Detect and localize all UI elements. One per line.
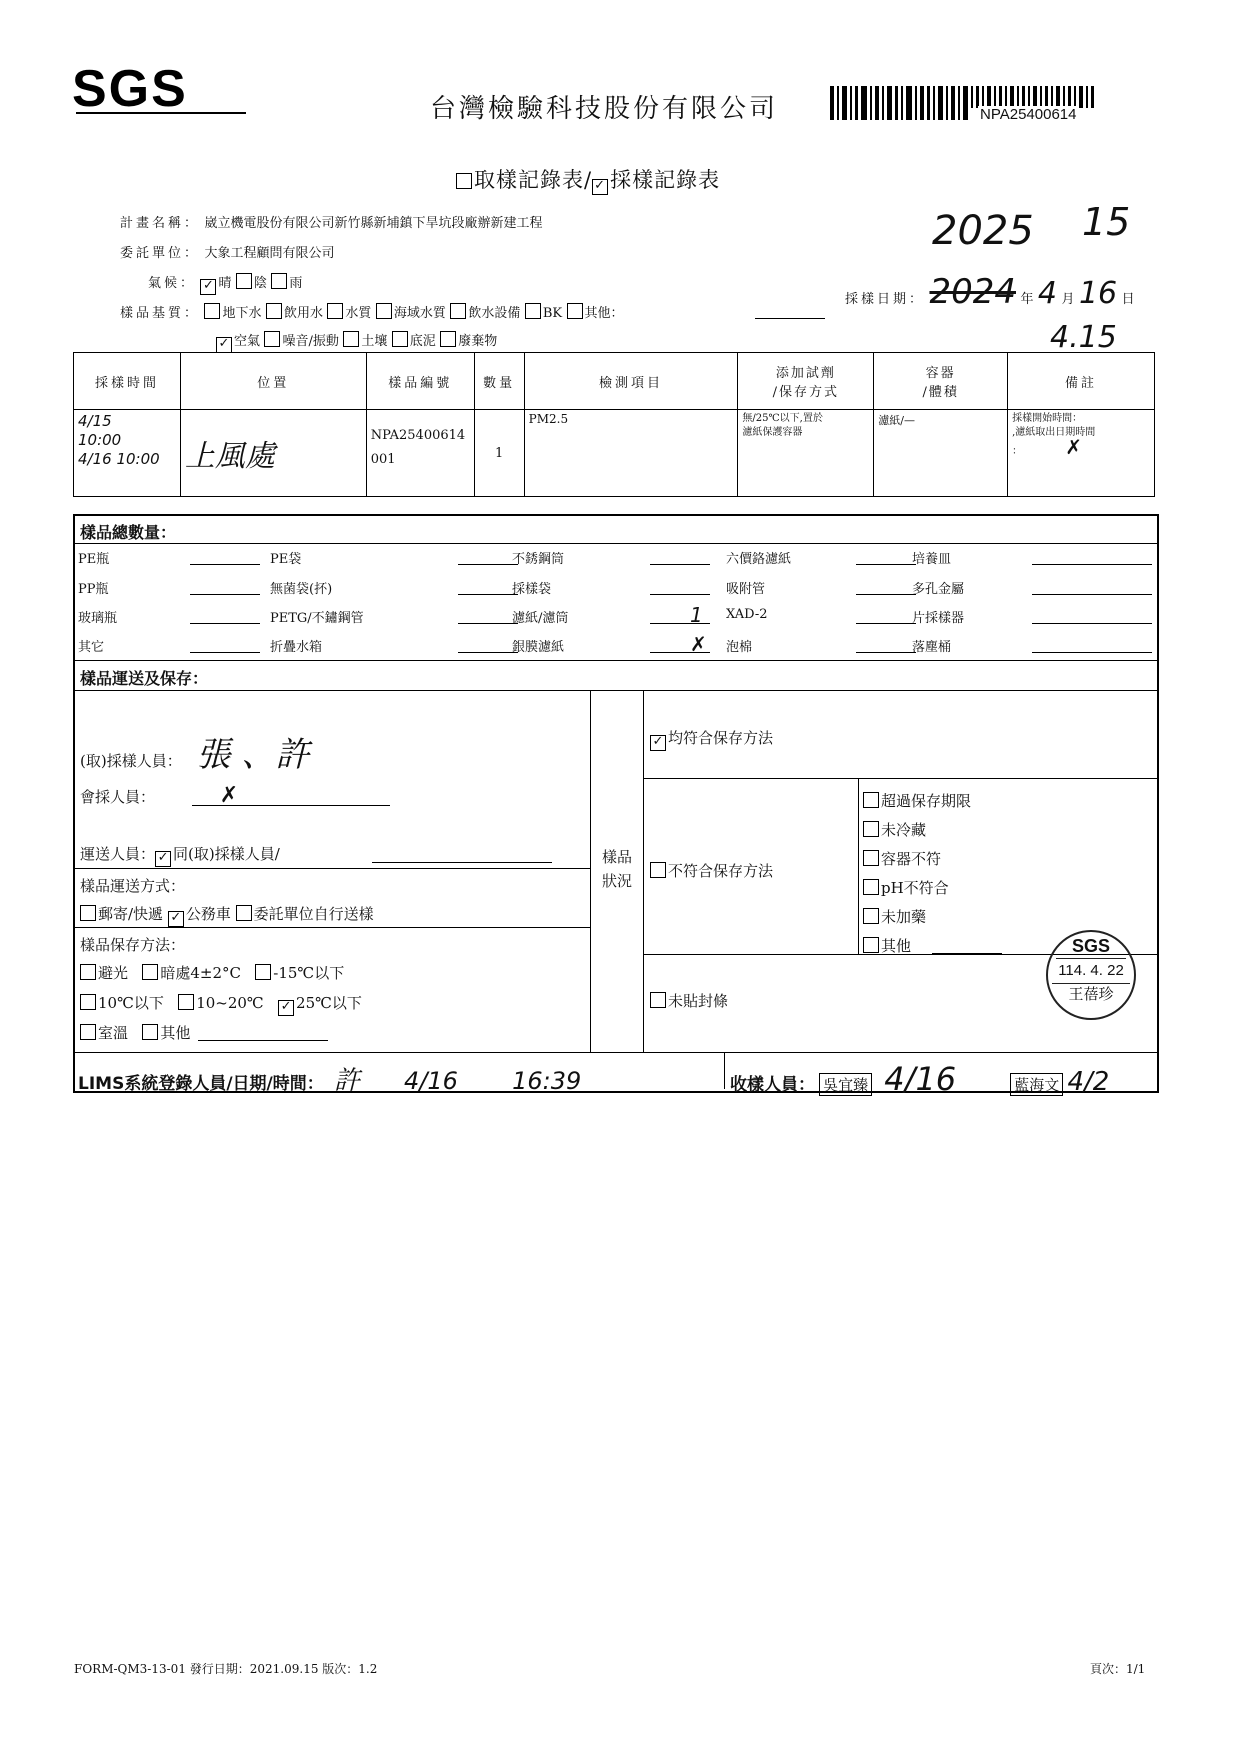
transport-title: 樣品運送及保存： bbox=[80, 669, 209, 688]
checkbox-drinking-water[interactable] bbox=[266, 303, 282, 319]
totals-item-line bbox=[1032, 652, 1152, 653]
date-year-printed: 2024 bbox=[929, 272, 1016, 312]
client-value: 大象工程顧問有限公司 bbox=[204, 246, 335, 261]
matrix-row1 bbox=[120, 302, 624, 321]
storage-avoid-light: 避光 bbox=[98, 964, 129, 982]
date-note-top: 15 bbox=[1082, 200, 1131, 244]
cell-qty: 1 bbox=[474, 410, 524, 497]
matrix-noise: 噪音/振動 bbox=[282, 334, 339, 349]
lims-row bbox=[78, 1060, 581, 1097]
reason-no-reagent bbox=[863, 903, 1033, 932]
date-note-bottom: 4.15 bbox=[1050, 320, 1117, 355]
checkbox-noise[interactable] bbox=[264, 331, 280, 347]
matrix-drinking-water: 飲用水 bbox=[283, 306, 323, 321]
form-title-option2: 採樣記錄表 bbox=[610, 168, 721, 192]
checkbox-10-20[interactable] bbox=[178, 994, 194, 1010]
header-sample-id: 樣品編號 bbox=[366, 353, 474, 410]
totals-item-label: 銀膜濾紙 bbox=[512, 640, 565, 655]
matrix-sea-water: 海域水質 bbox=[393, 306, 446, 321]
form-title-option1: 取樣記錄表/ bbox=[474, 168, 593, 192]
date-year-written: 2025 bbox=[932, 208, 1034, 254]
checkbox-client-delivery[interactable] bbox=[236, 905, 252, 921]
totals-item-line bbox=[190, 652, 260, 653]
reason-container-label: 容器不符 bbox=[881, 850, 942, 868]
totals-item-label: 落塵桶 bbox=[912, 640, 952, 655]
received-stamp bbox=[1046, 930, 1136, 1020]
matrix-water-equipment: 飲水設備 bbox=[468, 306, 521, 321]
totals-item-label: 玻璃瓶 bbox=[78, 611, 118, 626]
checkbox-matrix-other[interactable] bbox=[567, 303, 583, 319]
status-label: 樣品狀況 bbox=[601, 848, 632, 890]
cell-container: 濾紙/— bbox=[874, 410, 1008, 497]
reason-ph bbox=[863, 874, 1033, 903]
checkbox-storage-other[interactable] bbox=[142, 1024, 158, 1040]
date-unit-month: 月 bbox=[1061, 292, 1075, 307]
transport-title-line bbox=[73, 690, 1157, 691]
checkbox-bk[interactable] bbox=[525, 303, 541, 319]
checkbox-room-temp[interactable] bbox=[80, 1024, 96, 1040]
stamp-date: 114. 4. 22 bbox=[1052, 959, 1130, 984]
checkbox-water-equipment[interactable] bbox=[450, 303, 466, 319]
storage-other: 其他 bbox=[160, 1024, 191, 1042]
ok-row bbox=[650, 727, 773, 751]
matrix-label: 樣品基質： bbox=[120, 306, 201, 321]
totals-item-label: PE瓶 bbox=[78, 552, 110, 567]
totals-item-label: 泡棉 bbox=[726, 640, 753, 655]
totals-item-value: 1 bbox=[690, 603, 703, 627]
storage-other-line bbox=[198, 1040, 328, 1041]
checkbox-official-car[interactable]: ✓ bbox=[168, 911, 184, 927]
weather-row bbox=[148, 272, 302, 295]
reason-other bbox=[863, 932, 1033, 961]
matrix-water-quality: 水質 bbox=[345, 306, 372, 321]
storage-row2 bbox=[80, 992, 362, 1016]
table-row bbox=[74, 410, 1155, 497]
checkbox-not-refrigerated[interactable] bbox=[863, 821, 879, 837]
sample-table bbox=[73, 352, 1155, 497]
lims-date: 4/16 bbox=[404, 1067, 458, 1095]
sampler-value: 張 、許 bbox=[196, 735, 310, 775]
co-sampler-value: ✗ bbox=[219, 783, 239, 808]
storage-minus15: -15℃以下 bbox=[273, 964, 345, 982]
weather-sunny: 晴 bbox=[218, 276, 232, 291]
checkbox-avoid-light[interactable] bbox=[80, 964, 96, 980]
checkbox-soil[interactable] bbox=[343, 331, 359, 347]
weather-label: 氣候： bbox=[148, 276, 197, 291]
checkbox-mail[interactable] bbox=[80, 905, 96, 921]
matrix-row2 bbox=[216, 330, 497, 353]
totals-item-label: 片採樣器 bbox=[912, 611, 965, 626]
method-official-car: 公務車 bbox=[185, 905, 231, 923]
totals-item-label: 培養皿 bbox=[912, 552, 952, 567]
totals-item-label: 六價鉻濾紙 bbox=[726, 552, 792, 567]
matrix-other: 其他： bbox=[584, 306, 624, 321]
lims-top-line bbox=[73, 1052, 1157, 1053]
totals-item-label: 無菌袋(抔) bbox=[270, 582, 333, 597]
seal-row bbox=[650, 990, 728, 1011]
totals-item-label: 其它 bbox=[78, 640, 105, 655]
storage-below25: 25℃以下 bbox=[296, 994, 362, 1012]
reason-container bbox=[863, 845, 1033, 874]
cell-time: 4/15 10:00 4/16 10:00 bbox=[74, 410, 181, 497]
cell-location: 上風處 bbox=[180, 410, 366, 497]
reason-not-refrigerated-label: 未冷藏 bbox=[881, 821, 927, 839]
totals-item-line bbox=[856, 594, 916, 595]
header-location: 位置 bbox=[180, 353, 366, 410]
matrix-bk: BK bbox=[542, 306, 563, 321]
date-unit-year: 年 bbox=[1020, 292, 1034, 307]
checkbox-expired[interactable] bbox=[863, 792, 879, 808]
reason-ph-label: pH不符合 bbox=[881, 879, 949, 897]
logo-underline bbox=[76, 112, 246, 114]
remark-text: 採樣開始時間： ,濾紙取出日期時間 ： bbox=[1012, 413, 1096, 457]
checkbox-air[interactable]: ✓ bbox=[216, 337, 232, 353]
reasons-divider bbox=[858, 778, 859, 954]
not-ok-row bbox=[650, 860, 773, 881]
checkbox-groundwater[interactable] bbox=[204, 303, 220, 319]
checkbox-below25[interactable]: ✓ bbox=[278, 1000, 294, 1016]
footer-right: 頁次：1/1 bbox=[1090, 1662, 1146, 1676]
method-mail: 郵寄/快遞 bbox=[98, 905, 164, 923]
reason-expired-label: 超過保存期限 bbox=[881, 792, 972, 810]
lims-time: 16:39 bbox=[512, 1067, 582, 1095]
matrix-soil: 土壤 bbox=[361, 334, 388, 349]
checkbox-no-reagent[interactable] bbox=[863, 908, 879, 924]
checkbox-below10[interactable] bbox=[80, 994, 96, 1010]
form-title bbox=[456, 164, 720, 195]
method-options bbox=[80, 903, 374, 927]
cell-sample-id: NPA25400614 001 bbox=[366, 410, 474, 497]
totals-item-line bbox=[856, 652, 916, 653]
header-qty: 數量 bbox=[474, 353, 524, 410]
stamp-name: 王蓓珍 bbox=[1068, 986, 1114, 1003]
matrix-air: 空氣 bbox=[234, 334, 261, 349]
matrix-other-line bbox=[755, 318, 825, 319]
totals-item-line bbox=[458, 594, 518, 595]
header-time: 採樣時間 bbox=[74, 353, 181, 410]
checkbox-carrier-same[interactable]: ✓ bbox=[155, 851, 171, 867]
reason-other-label: 其他 bbox=[881, 937, 912, 955]
totals-item-label: PP瓶 bbox=[78, 582, 109, 597]
matrix-groundwater: 地下水 bbox=[222, 306, 262, 321]
method-top-line bbox=[73, 868, 590, 869]
sampler-label: (取)採樣人員： bbox=[80, 752, 182, 770]
receiver2-date: 4/2 bbox=[1067, 1067, 1110, 1097]
receiver1-stamp: 吳宜臻 bbox=[819, 1073, 872, 1096]
not-ok-label: 不符合保存方法 bbox=[668, 862, 774, 880]
lims-divider bbox=[724, 1052, 725, 1089]
date-label: 採樣日期： bbox=[845, 292, 926, 307]
totals-item-label: PETG/不鏽鋼管 bbox=[270, 611, 364, 626]
cell-item: PM2.5 bbox=[524, 410, 738, 497]
checkbox-weather-sunny[interactable]: ✓ bbox=[200, 279, 216, 295]
totals-item-line bbox=[1032, 564, 1152, 565]
cell-remark bbox=[1008, 410, 1155, 497]
checkbox-container[interactable] bbox=[863, 850, 879, 866]
storage-dark-4c: 暗處4±2°C bbox=[160, 964, 241, 982]
transport-divider-1 bbox=[590, 690, 591, 1052]
checkbox-sea-water[interactable] bbox=[376, 303, 392, 319]
remark-mark: ✗ bbox=[1065, 435, 1083, 459]
not-ok-reasons bbox=[863, 787, 1033, 961]
checkbox-weather-cloudy[interactable] bbox=[236, 273, 252, 289]
totals-item-line bbox=[458, 564, 518, 565]
transport-title-line-top bbox=[73, 660, 1157, 661]
checkbox-sampling-record[interactable] bbox=[456, 173, 472, 189]
storage-label: 樣品保存方法： bbox=[80, 936, 186, 954]
footer-left: FORM-QM3-13-01 發行日期：2021.09.15 版次：1.2 bbox=[74, 1662, 378, 1676]
totals-item-label: XAD-2 bbox=[726, 607, 768, 622]
totals-item-label: 採樣袋 bbox=[512, 582, 552, 597]
totals-item-line bbox=[458, 623, 518, 624]
sampler-row bbox=[80, 727, 309, 776]
date-unit-day: 日 bbox=[1121, 292, 1135, 307]
matrix-sediment: 底泥 bbox=[409, 334, 436, 349]
totals-item-line bbox=[1032, 623, 1152, 624]
totals-item-label: 吸附管 bbox=[726, 582, 766, 597]
totals-item-line bbox=[650, 564, 710, 565]
checkbox-dark-4c[interactable] bbox=[142, 964, 158, 980]
totals-item-line bbox=[1032, 594, 1152, 595]
weather-rain: 雨 bbox=[289, 276, 303, 291]
header-remark: 備註 bbox=[1008, 353, 1155, 410]
reason-expired bbox=[863, 787, 1033, 816]
carrier-label: 運送人員： bbox=[80, 845, 156, 863]
receiver-row bbox=[730, 1060, 1109, 1098]
storage-row1 bbox=[80, 962, 344, 983]
method-label: 樣品運送方式： bbox=[80, 877, 186, 895]
totals-item-line bbox=[856, 564, 916, 565]
header-preserve: 添加試劑 /保存方式 bbox=[738, 353, 874, 410]
totals-title-line bbox=[73, 543, 1157, 544]
header-item: 檢測項目 bbox=[524, 353, 738, 410]
barcode-number: NPA25400614 bbox=[980, 106, 1077, 123]
checkbox-reason-other[interactable] bbox=[863, 937, 879, 953]
checkbox-ok[interactable]: ✓ bbox=[650, 735, 666, 751]
seal-label: 未貼封條 bbox=[668, 992, 729, 1010]
transport-divider-2 bbox=[643, 690, 644, 1052]
storage-room-temp: 室溫 bbox=[98, 1024, 129, 1042]
receiver2-stamp: 藍海文 bbox=[1010, 1073, 1063, 1096]
ok-label: 均符合保存方法 bbox=[668, 729, 774, 747]
receiver-label: 收樣人員： bbox=[730, 1075, 815, 1095]
checkbox-sediment[interactable] bbox=[392, 331, 408, 347]
totals-item-line bbox=[856, 623, 916, 624]
checkbox-no-seal[interactable] bbox=[650, 992, 666, 1008]
checkbox-minus15[interactable] bbox=[255, 964, 271, 980]
totals-title: 樣品總數量： bbox=[80, 523, 177, 542]
reason-no-reagent-label: 未加藥 bbox=[881, 908, 927, 926]
checkbox-waste[interactable] bbox=[440, 331, 456, 347]
co-sampler-line bbox=[192, 805, 390, 806]
lims-name: 許 bbox=[333, 1066, 360, 1096]
checkbox-ph[interactable] bbox=[863, 879, 879, 895]
totals-item-label: 多孔金屬 bbox=[912, 582, 965, 597]
matrix-waste: 廢棄物 bbox=[458, 334, 498, 349]
carrier-line bbox=[372, 862, 552, 863]
storage-top-line bbox=[73, 927, 590, 928]
totals-item-line bbox=[650, 594, 710, 595]
date-row bbox=[845, 272, 1135, 312]
company-name: 台灣檢驗科技股份有限公司 bbox=[430, 94, 779, 124]
totals-item-line bbox=[190, 564, 260, 565]
method-client-delivery: 委託單位自行送樣 bbox=[253, 905, 374, 923]
carrier-option: 同(取)採樣人員/ bbox=[173, 845, 280, 863]
header-container: 容器 /體積 bbox=[874, 353, 1008, 410]
date-month: 4 bbox=[1037, 276, 1058, 311]
checkbox-collection-record[interactable]: ✓ bbox=[592, 179, 608, 195]
stamp-top: SGS bbox=[1056, 934, 1126, 959]
totals-item-label: PE袋 bbox=[270, 552, 302, 567]
checkbox-not-ok[interactable] bbox=[650, 862, 666, 878]
ok-bottom-line bbox=[643, 778, 1157, 779]
totals-item-label: 折疊水箱 bbox=[270, 640, 323, 655]
project-label: 計畫名稱： bbox=[120, 216, 201, 231]
project-value: 崴立機電股份有限公司新竹縣新埔鎮下旱坑段廠辦新建工程 bbox=[204, 216, 543, 231]
cell-preserve: 無/25℃以下,置於 濾紙保護容器 bbox=[738, 410, 874, 497]
totals-item-label: 不銹鋼筒 bbox=[512, 552, 565, 567]
checkbox-water-quality[interactable] bbox=[327, 303, 343, 319]
lims-label: LIMS系統登錄人員/日期/時間： bbox=[78, 1074, 324, 1094]
project-row bbox=[120, 212, 542, 231]
sgs-logo: SGS bbox=[72, 60, 188, 118]
reason-not-refrigerated bbox=[863, 816, 1033, 845]
totals-item-line bbox=[190, 594, 260, 595]
client-row bbox=[120, 242, 334, 261]
receiver1-date: 4/16 bbox=[884, 1060, 957, 1098]
storage-row3 bbox=[80, 1022, 190, 1043]
checkbox-weather-rain[interactable] bbox=[271, 273, 287, 289]
client-label: 委託單位： bbox=[120, 246, 201, 261]
totals-item-line bbox=[458, 652, 518, 653]
carrier-row bbox=[80, 843, 280, 867]
totals-item-label: 濾紙/濾筒 bbox=[512, 611, 569, 626]
date-day: 16 bbox=[1078, 276, 1118, 311]
co-sampler-label: 會採人員： bbox=[80, 788, 156, 806]
storage-below10: 10℃以下 bbox=[98, 994, 164, 1012]
totals-item-line bbox=[190, 623, 260, 624]
weather-cloudy: 陰 bbox=[253, 276, 267, 291]
storage-10-20: 10~20℃ bbox=[196, 994, 264, 1012]
totals-item-value: ✗ bbox=[690, 632, 707, 656]
sample-table-header bbox=[74, 353, 1155, 410]
